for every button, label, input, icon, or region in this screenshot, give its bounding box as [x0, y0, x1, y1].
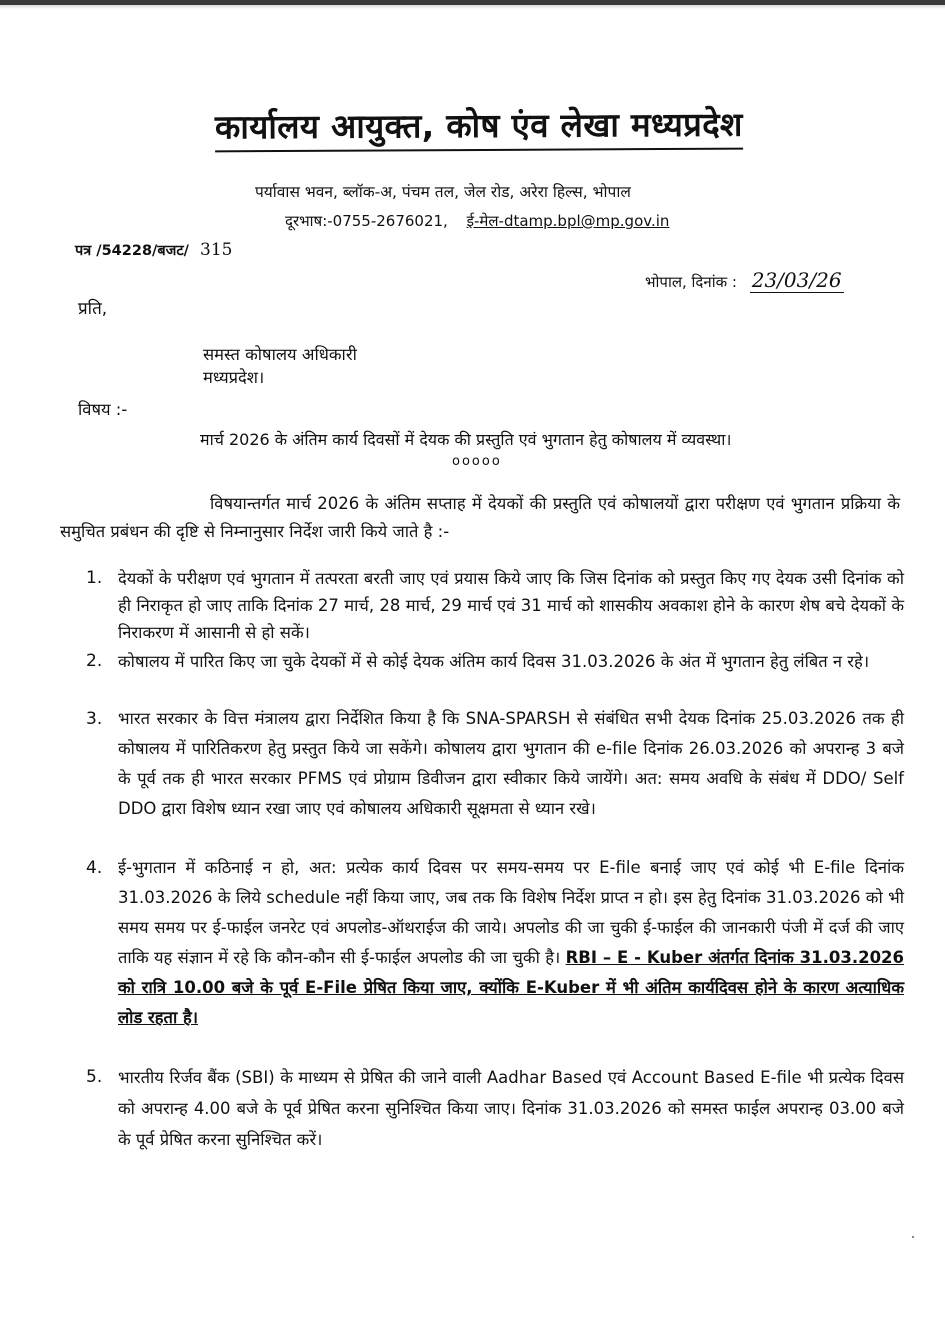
viewer-top-shadow [0, 5, 945, 9]
directive-item [86, 704, 904, 824]
directive-number: 5. [86, 1067, 103, 1087]
addressee-line-1: समस्त कोषालय अधिकारी [203, 345, 357, 364]
place-label: भोपाल, दिनांक : [645, 273, 737, 291]
directive-item [86, 565, 904, 646]
office-address: पर्यावास भवन, ब्लॉक-अ, पंचम तल, जेल रोड, अरेरा हिल्स, भोपाल [255, 183, 631, 201]
directive-item [86, 853, 905, 1033]
handwritten-letter-number: 315 [200, 240, 233, 260]
place-and-date [645, 268, 844, 292]
phone-number: दूरभाष:-0755-2676021, [285, 212, 448, 230]
directive-text: देयकों के परीक्षण एवं भुगतान में तत्परता बरती जाए एवं प्रयास किये जाए कि जिस दिनांक को प्रस्तुत किए गए देयक उसी दिनांक को ही निराकृत हो जाए ताकि दिनांक 27 मार्च, 28 मार्च, 29 मार्च एवं 31 मार्च को शासकीय अवकाश होने के कारण शेष बचे देयकों के निराकरण में आसानी से हो सकें। [118, 569, 904, 642]
salutation: प्रति, [78, 299, 108, 319]
directive-text: कोषालय में पारित किए जा चुके देयकों में से कोई देयक अंतिम कार्य दिवस 31.03.2026 के अंत में भुगतान हेतु लंबित न रहे। [118, 652, 870, 671]
directive-item [86, 1062, 904, 1155]
contact-line [285, 211, 669, 231]
directive-text: भारत सरकार के वित्त मंत्रालय द्वारा निर्देशित किया है कि SNA-SPARSH से संबंधित सभी देयक दिनांक 25.03.2026 तक ही कोषालय में पारितिकरण हेतु प्रस्तुत किये जा सकेंगे। कोषालय द्वारा भुगतान की e-file दिनांक 26.03.2026 को अपरान्ह 3 बजे के पूर्व तक ही भारत सरकार PFMS एवं प्रोग्राम डिवीजन द्वारा स्वीकार किये जायेंगे। अत: समय अवधि के संबंध में DDO/ Self DDO द्वारा विशेष ध्यान रखा जाए एवं कोषालय अधिकारी सूक्षमता से ध्यान रखे। [118, 709, 904, 818]
subject-text: मार्च 2026 के अंतिम कार्य दिवसों में देयक की प्रस्तुति एवं भुगतान हेतु कोषालय में व्यवस्था। [200, 430, 732, 449]
intro-paragraph: विषयान्तर्गत मार्च 2026 के अंतिम सप्ताह में देयकों की प्रस्तुति एवं कोषालयों द्वारा परीक्षण एवं भुगतान प्रक्रिया के समुचित प्रबंधन की दृष्टि से निम्नानुसार निर्देश जारी किये जाते है :- [60, 494, 900, 541]
subject-label: विषय :- [78, 400, 128, 419]
directive-number: 3. [86, 709, 103, 729]
addressee-line-2: मध्यप्रदेश। [203, 368, 265, 387]
directive-emphasis: RBI – E - Kuber अंतर्गत दिनांक 31.03.2026 को रात्रि 10.00 बजे के पूर्व E-File प्रेषित किया जाए, क्योंकि E-Kuber में भी अंतिम कार्यदिवस होने के कारण अत्याधिक लोड रहता है। [118, 948, 905, 1027]
directive-item [86, 648, 904, 675]
email-address[interactable]: ई-मेल-dtamp.bpl@mp.gov.in [466, 212, 670, 230]
scan-speck [912, 1236, 914, 1238]
directive-number: 2. [86, 651, 103, 671]
letter-reference [75, 240, 232, 260]
directive-number: 1. [86, 568, 103, 588]
office-title: कार्यालय आयुक्त, कोष एंव लेखा मध्यप्रदेश [215, 103, 743, 153]
directive-text: भारतीय रिर्जव बैंक (SBI) के माध्यम से प्रेषित की जाने वाली Aadhar Based एवं Account Based E-file भी प्रत्येक दिवस को अपरान्ह 4.00 बजे के पूर्व प्रेषित करना सुनिश्चित किया जाए। दिनांक 31.03.2026 को समस्त फाईल अपरान्ह 03.00 बजे के पूर्व प्रेषित करना सुनिश्चित करें। [118, 1068, 904, 1149]
letter-number: पत्र /54228/बजट/ [75, 243, 189, 259]
directive-number: 4. [86, 858, 103, 878]
subject-separator: ooooo [452, 454, 502, 469]
directive-text: ई-भुगतान में कठिनाई न हो, अत: प्रत्येक कार्य दिवस पर समय-समय पर E-file बनाई जाए एवं कोई भी E-file दिनांक 31.03.2026 के लिये schedule नहीं किया जाए, जब तक कि विशेष निर्देश प्राप्त न हो। इस हेतु दिनांक 31.03.2026 को भी समय समय पर ई-फाईल जनरेट एवं अपलोड-ऑथराईज की जाये। अपलोड की जा चुकी ई-फाईल की जानकारी पंजी में दर्ज की जाए ताकि यह संज्ञान में रहे कि कौन-कौन सी ई-फाईल अपलोड की जा चुकी है। [118, 858, 904, 967]
handwritten-date: 23/03/26 [751, 268, 842, 292]
